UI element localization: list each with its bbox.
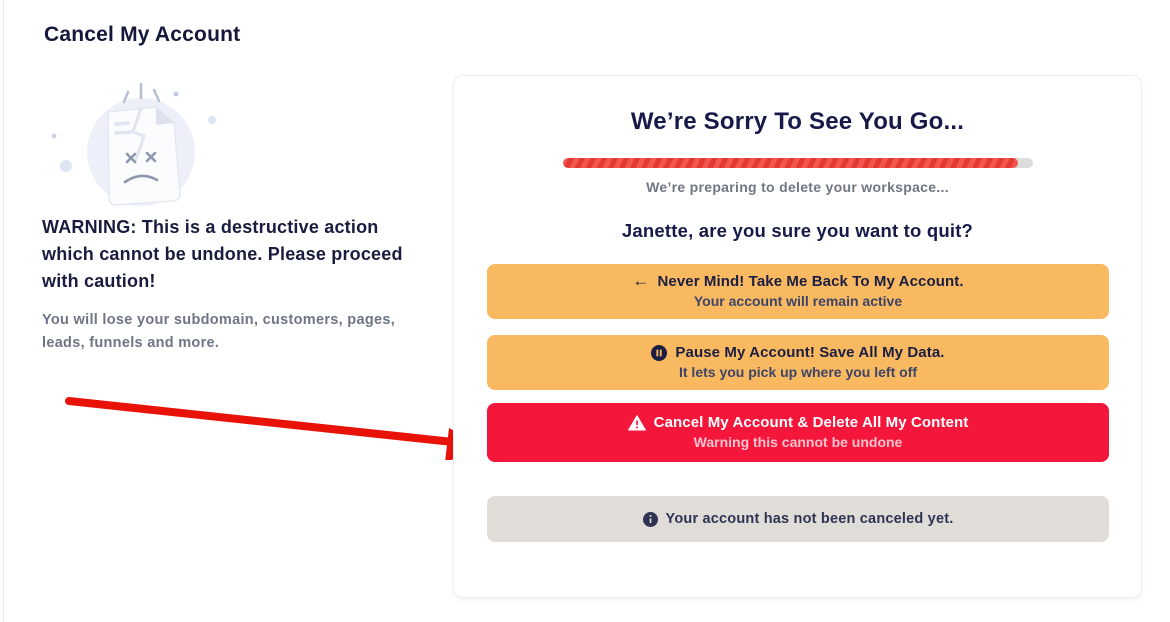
- never-mind-sublabel: Your account will remain active: [693, 293, 903, 309]
- page-title: Cancel My Account: [44, 23, 241, 47]
- warning-panel: [42, 76, 414, 355]
- progress-status-text: We’re preparing to delete your workspace...: [646, 179, 949, 195]
- progress-bar-fill: [563, 158, 1019, 168]
- warning-icon: [628, 415, 646, 431]
- pause-icon: [651, 345, 667, 361]
- cancel-account-card: [453, 75, 1142, 598]
- info-icon: [643, 512, 658, 527]
- progress-bar: [563, 158, 1033, 168]
- pause-account-sublabel: It lets you pick up where you left off: [678, 364, 918, 380]
- red-annotation-arrow: [55, 388, 490, 460]
- cancel-delete-button[interactable]: [487, 403, 1109, 462]
- status-notice-text: Your account has not been canceled yet.: [665, 511, 954, 527]
- sad-document-illustration: [44, 76, 234, 208]
- warning-heading: WARNING: This is a destructive action which cannot be undone. Please proceed with caution!: [42, 217, 403, 291]
- cancel-delete-sublabel: Warning this cannot be undone: [693, 434, 903, 450]
- pause-account-label: Pause My Account! Save All My Data.: [675, 344, 945, 361]
- card-title: We’re Sorry To See You Go...: [630, 108, 965, 135]
- back-arrow-icon: ←: [632, 271, 650, 290]
- confirm-question: Janette, are you sure you want to quit?: [621, 220, 974, 241]
- cancel-delete-label: Cancel My Account & Delete All My Content: [653, 414, 969, 431]
- status-notice: [487, 496, 1109, 542]
- warning-body: You will lose your subdomain, customers, pages, leads, funnels and more.: [42, 312, 396, 351]
- never-mind-button[interactable]: [487, 264, 1109, 319]
- pause-account-button[interactable]: [487, 335, 1109, 390]
- never-mind-label: Never Mind! Take Me Back To My Account.: [657, 273, 964, 290]
- page-left-border: [3, 0, 4, 622]
